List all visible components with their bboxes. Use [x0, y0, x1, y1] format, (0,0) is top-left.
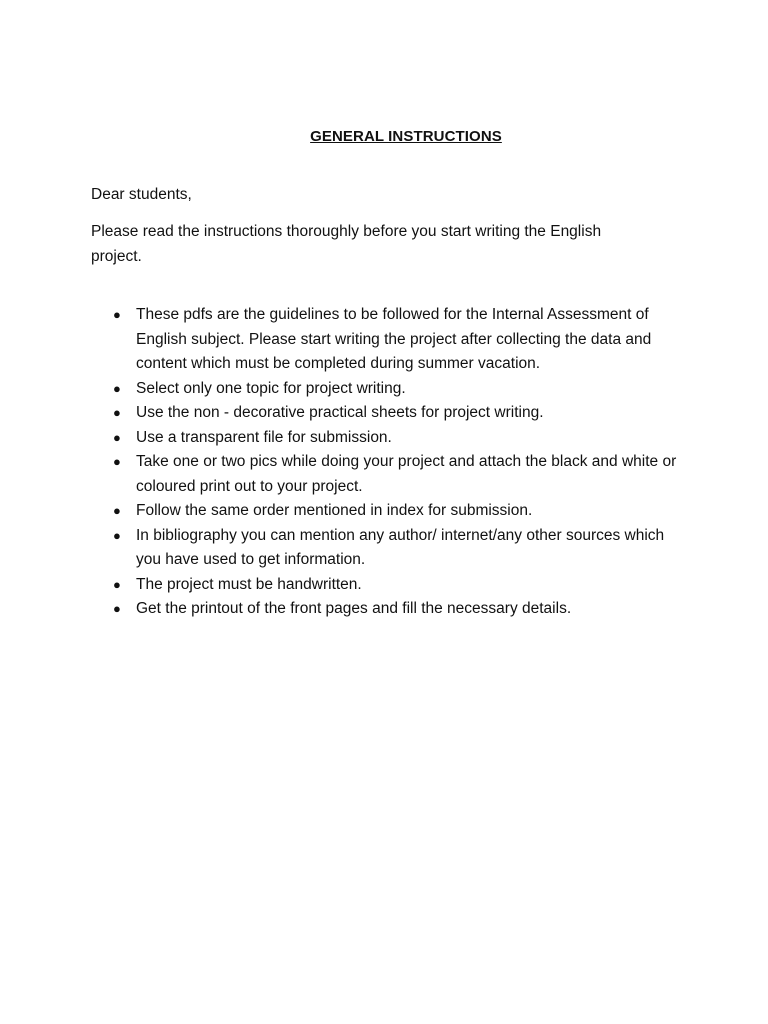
intro-paragraph: Please read the instructions thoroughly before you start writing the English project.	[91, 223, 602, 265]
list-item	[91, 426, 691, 451]
list-item	[91, 377, 691, 402]
list-item-text: Use a transparent file for submission.	[136, 428, 392, 446]
list-item	[91, 303, 691, 377]
instructions-list	[91, 303, 691, 622]
list-item-text: In bibliography you can mention any author/ internet/any other sources which you have used to get information.	[136, 526, 665, 568]
bullet-icon: ●	[113, 405, 121, 420]
bullet-icon: ●	[113, 503, 121, 518]
list-item-text: The project must be handwritten.	[136, 575, 362, 593]
bullet-icon: ●	[113, 380, 121, 396]
list-item	[91, 597, 691, 622]
list-item-text: Select only one topic for project writing.	[136, 379, 406, 397]
list-item	[91, 573, 691, 598]
bullet-icon: ●	[113, 576, 121, 592]
list-item	[91, 524, 691, 573]
bullet-icon: ●	[113, 527, 121, 543]
list-item-text: These pdfs are the guidelines to be followed for the Internal Assessment of English subject. Please start writing the project after collecting the data and content which must be completed during summer vacation.	[136, 306, 652, 372]
list-item-text: Follow the same order mentioned in index for submission.	[136, 502, 533, 519]
list-item	[91, 499, 691, 524]
list-item	[91, 450, 691, 499]
bullet-icon: ●	[113, 454, 121, 469]
bullet-icon: ●	[113, 601, 121, 616]
list-item-text: Take one or two pics while doing your project and attach the black and white or coloured print out to your project.	[136, 453, 677, 495]
greeting-text: Dear students,	[91, 186, 192, 203]
list-item	[91, 401, 691, 426]
bullet-icon: ●	[113, 307, 121, 322]
list-item-text: Get the printout of the front pages and fill the necessary details.	[136, 600, 572, 617]
bullet-icon: ●	[113, 429, 121, 445]
page-title: GENERAL INSTRUCTIONS	[310, 128, 502, 145]
list-item-text: Use the non - decorative practical sheets for project writing.	[136, 404, 544, 421]
